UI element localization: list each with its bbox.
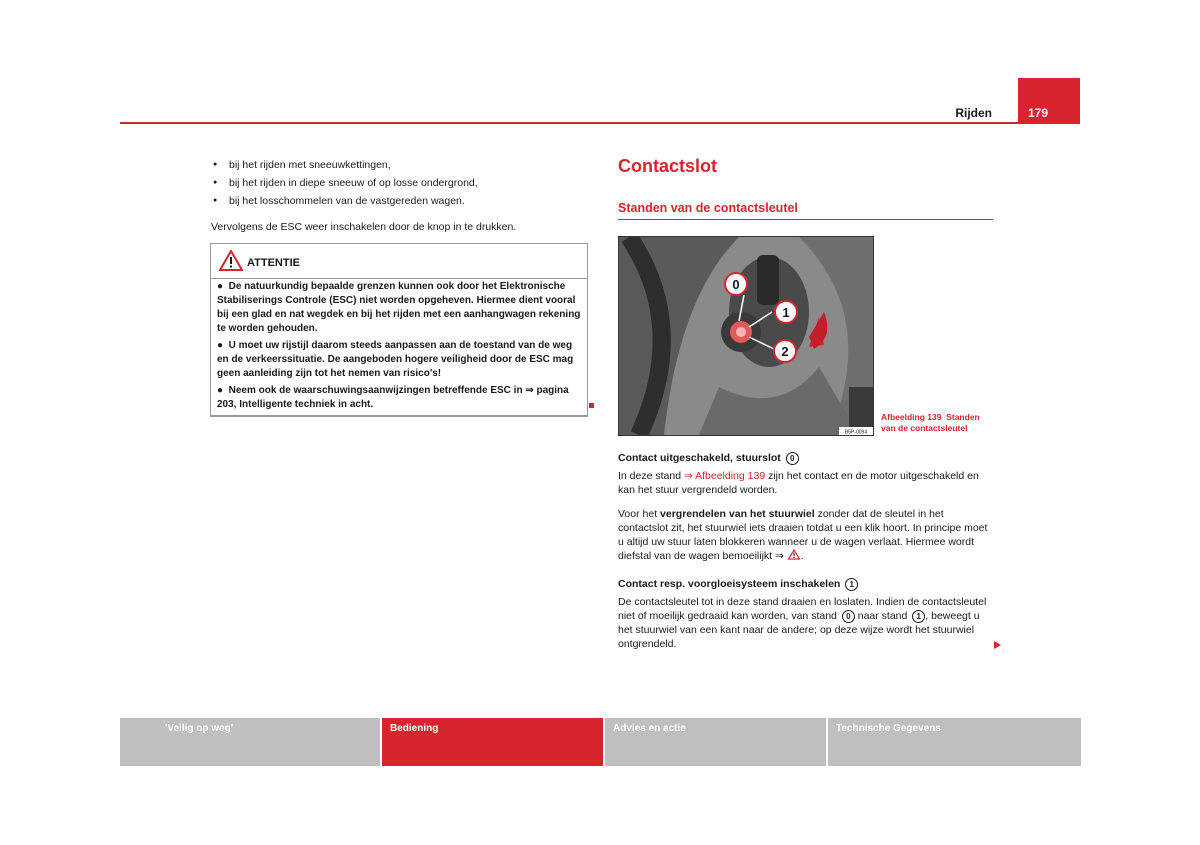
bullet-item: ● bij het rijden met sneeuwkettingen, [211,156,589,174]
tab-bediening[interactable]: Bediening [382,718,603,766]
page-number: 179 [1027,106,1049,120]
position-badge: 0 [842,610,855,623]
paragraph-off: In deze stand ⇒ Afbeelding 139 zijn het contact en de motor uitgeschakeld en kan het stuur vergrendeld worden. [618,470,979,496]
position-1-label: 1 [782,305,790,320]
bullet-item: ● bij het rijden in diepe sneeuw of op losse ondergrond, [211,174,589,192]
warning-triangle-icon [787,549,801,560]
figure-caption: Afbeelding 139 Standen van de contactsleutel [881,412,980,433]
paragraph-ignition: De contactsleutel tot in deze stand draaien en loslaten. Indien de contactsleutel niet of moeilijk gedraaid kan worden, van stand 0 naar stand 1 , beweegt u het stuurwiel van een kant naar de andere; op deze wijze wordt het stuurwiel ontgrendeld. [618,596,987,650]
position-badge: 0 [786,452,799,465]
warning-item: ● De natuurkundig bepaalde grenzen kunnen ook door het Elektronische Stabiliserings Controle (ESC) niet worden opgeheven. Hiermee dient vooral bij een glad en nat wegdek en bij het rijden met een aanhangwagen rekening te worden gehouden. [217,281,581,334]
continue-arrow-icon [994,641,1001,649]
section-heading: Standen van de contactsleutel [618,201,798,215]
figure-link[interactable]: ⇒ Afbeelding 139 [683,470,766,482]
tab-veilig-op-weg[interactable]: 'Veilig op weg' [120,718,380,766]
esc-paragraph: Vervolgens de ESC weer inschakelen door de knop in te drukken. [211,221,517,233]
heading-rule [618,219,993,220]
position-2-label: 2 [781,344,789,359]
section-title-locked: Contact uitgeschakeld, stuurslot 0 [618,451,990,465]
warning-box [210,243,588,417]
tab-technische-gegevens[interactable]: Technische Gegevens [828,718,1081,766]
bullet-item: ● bij het losschommelen van de vastgereden wagen. [211,192,589,210]
ignition-illustration [619,237,873,435]
warning-body [217,280,583,415]
figure-code: B5P-0094 [844,429,868,435]
chapter-heading: Contactslot [618,156,717,176]
paragraph-lock: Voor het vergrendelen van het stuurwiel zonder dat de sleutel in het contactslot zit, het stuurwiel iets draaien totdat u een klik hoort. In principe moet u altijd uw stuur laten blokkeren wanneer u de wagen verlaat. Hiermee wordt diefstal van de wagen bemoeilijkt ⇒ . [618,508,988,562]
tab-advies-en-actie[interactable]: Advies en actie [605,718,826,766]
warning-item: ● Neem ook de waarschuwingsaanwijzingen betreffende ESC in ⇒ pagina 203, Intelligente techniek in acht. [217,385,569,410]
section-end-marker [589,403,594,408]
warning-header [211,244,587,279]
warning-item: ● U moet uw rijstijl daarom steeds aanpassen aan de toestand van de weg en de verkeerssituatie. De aangeboden hogere veiligheid door de ESC mag geen aanleiding zijn tot het nemen van risico's! [217,340,574,379]
section-title: Rijden [955,106,992,120]
position-badge: 1 [912,610,925,623]
header-rule [120,122,1020,124]
warning-title: ATTENTIE [247,257,300,269]
position-0-label: 0 [732,277,740,292]
position-badge: 1 [845,578,858,591]
ignition-figure [618,236,874,436]
right-column [618,451,990,651]
left-column [211,156,589,236]
section-title-ignition: Contact resp. voorgloeisysteem inschakelen 1 [618,577,990,591]
warning-triangle-icon [219,250,243,271]
